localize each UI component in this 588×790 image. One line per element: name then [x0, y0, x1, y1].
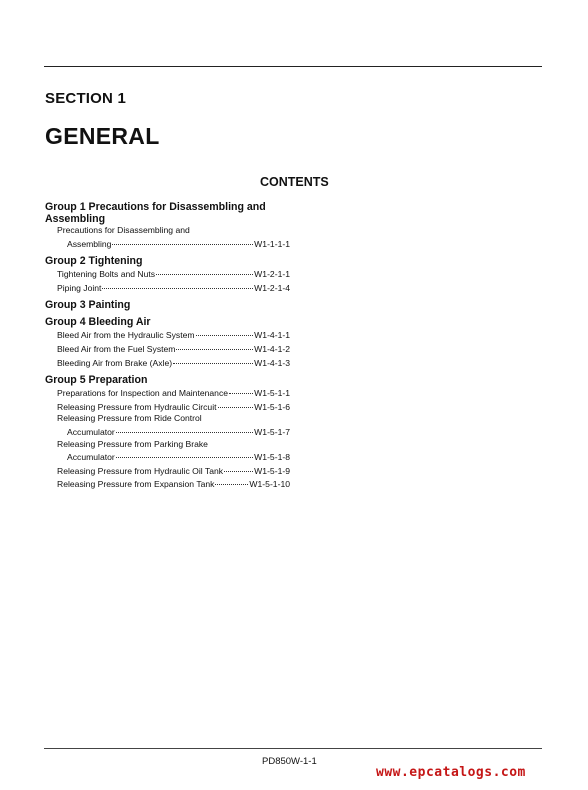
group-2-title: Group 2 Tightening: [45, 255, 143, 268]
toc-entry[interactable]: Releasing Pressure from Hydraulic Circuit W1-5-1-6: [45, 400, 290, 414]
toc-entry-continuation[interactable]: Accumulator W1-5-1-8: [45, 450, 290, 464]
leader-dots: [156, 265, 253, 275]
group-5-title: Group 5 Preparation: [45, 374, 148, 387]
group-1-title: Group 1 Precautions for Disassembling and Assembling: [45, 201, 266, 225]
toc-entry[interactable]: Precautions for Disassembling and: [57, 225, 190, 235]
toc-entry[interactable]: Bleed Air from the Fuel System W1-4-1-2: [45, 342, 290, 356]
leader-dots: [176, 340, 253, 350]
toc-entry[interactable]: Tightening Bolts and Nuts W1-2-1-1: [45, 267, 290, 281]
watermark: www.epcatalogs.com: [376, 765, 526, 780]
contents-heading: CONTENTS: [260, 175, 329, 189]
leader-dots: [196, 326, 254, 336]
page-footer: PD850W-1-1: [262, 756, 317, 767]
page-ref: W1-2-1-4: [254, 282, 290, 293]
group-3-title: Group 3 Painting: [45, 299, 131, 312]
toc-entry-continuation[interactable]: Assembling W1-1-1-1: [45, 237, 290, 251]
page-ref: W1-4-1-2: [254, 343, 290, 354]
leader-dots: [116, 423, 253, 433]
leader-dots: [112, 235, 253, 245]
toc-entry[interactable]: Bleed Air from the Hydraulic System W1-4-1-1: [45, 328, 290, 342]
leader-dots: [229, 384, 253, 394]
toc-entry[interactable]: Bleeding Air from Brake (Axle) W1-4-1-3: [45, 356, 290, 370]
leader-dots: [116, 448, 253, 458]
toc-entry[interactable]: Releasing Pressure from Parking Brake: [57, 438, 208, 449]
page-ref: W1-2-1-1: [254, 269, 290, 280]
toc-entry-continuation[interactable]: Accumulator W1-5-1-7: [45, 425, 290, 439]
leader-dots: [218, 398, 254, 408]
page-ref: W1-4-1-3: [254, 357, 290, 368]
table-of-contents: [45, 201, 290, 491]
page-ref: W1-5-1-6: [254, 401, 290, 412]
top-rule: [44, 66, 542, 67]
section-label: SECTION 1: [45, 90, 126, 107]
toc-entry[interactable]: Piping Joint W1-2-1-4: [45, 281, 290, 295]
page-ref: W1-1-1-1: [254, 238, 290, 249]
toc-entry[interactable]: Releasing Pressure from Ride Control: [57, 413, 202, 424]
leader-dots: [215, 475, 248, 485]
page-ref: W1-5-1-8: [254, 452, 290, 463]
group-4-title: Group 4 Bleeding Air: [45, 316, 151, 329]
page-ref: W1-5-1-10: [249, 479, 290, 490]
toc-entry[interactable]: Releasing Pressure from Expansion Tank W1-5-1-10: [45, 477, 290, 491]
toc-entry[interactable]: Releasing Pressure from Hydraulic Oil Tank W1-5-1-9: [45, 464, 290, 478]
leader-dots: [102, 279, 253, 289]
bottom-rule: [44, 748, 542, 749]
leader-dots: [224, 462, 253, 472]
page-ref: W1-5-1-1: [254, 388, 290, 399]
toc-entry[interactable]: Preparations for Inspection and Maintenance W1-5-1-1: [45, 386, 290, 400]
page-ref: W1-4-1-1: [254, 330, 290, 341]
page-ref: W1-5-1-7: [254, 426, 290, 437]
leader-dots: [173, 354, 253, 364]
page-title: GENERAL: [45, 123, 160, 149]
page-ref: W1-5-1-9: [254, 465, 290, 476]
